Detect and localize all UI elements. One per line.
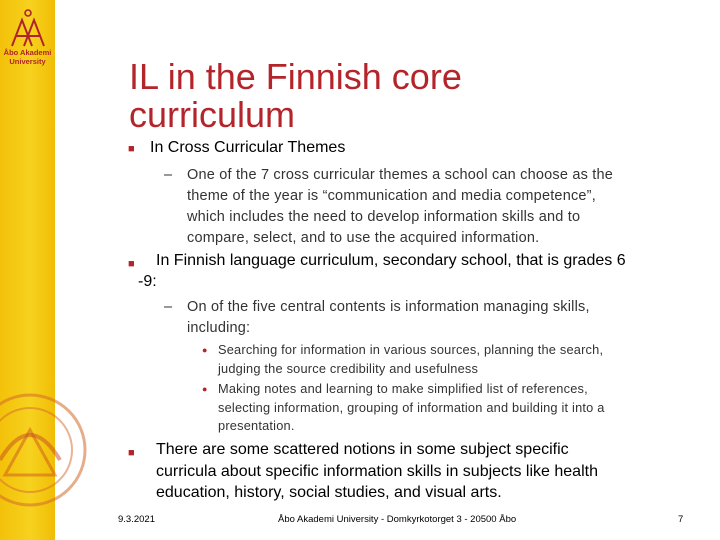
bullet-text: In Cross Curricular Themes [150,139,346,156]
dot-bullet-icon: ● [202,384,208,394]
sub-bullet-line: judging the source credibility and usefulness [218,360,479,376]
bullet-cross-curricular [128,139,345,157]
bullet-scattered-notions [128,439,688,504]
footer-page-number: 7 [678,514,684,525]
sidebar-band [0,0,55,540]
university-logo [3,8,52,66]
bullet-line: curricula about specific information skills in subjects like health [156,462,598,480]
dash-item-information-managing [164,297,707,339]
square-bullet-icon: ■ [128,258,135,270]
slide-title [129,58,689,134]
dash-line: On of the five central contents is information managing skills, [187,299,590,315]
dash-marker-icon: – [164,299,173,315]
dash-line: including: [187,320,251,336]
footer-date: 9.3.2021 [118,514,155,525]
sub-bullet-line: Making notes and learning to make simplified list of references, [218,381,588,396]
title-line-2: curriculum [129,94,296,135]
dot-bullet-icon: ● [202,345,208,355]
dash-line: One of the 7 cross curricular themes a school can choose as the [187,167,614,183]
square-bullet-icon: ■ [128,447,135,459]
dash-marker-icon: – [164,167,173,183]
logo-text-line1: Åbo Akademi [3,48,52,57]
aa-logo-icon [8,8,48,48]
sub-bullet-line: Searching for information in various sources, planning the search, [218,342,604,357]
sub-bullet-searching [202,341,698,378]
footer-address: Åbo Akademi University - Domkyrkotorget 3 - 20500 Åbo [278,514,517,525]
bullet-line: -9: [138,273,157,290]
dash-line: theme of the year is “communication and media competence”, [187,188,596,204]
sub-bullet-line: presentation. [218,418,295,433]
seal-watermark-icon [0,390,90,510]
title-line-1: IL in the Finnish core [129,56,462,97]
bullet-line: In Finnish language curriculum, secondary school, that is grades 6 [156,252,626,269]
dash-line: compare, select, and to use the acquired information. [187,230,540,246]
bullet-line: education, history, social studies, and visual arts. [156,484,502,501]
sub-bullet-line: selecting information, grouping of information and building it into a [218,399,605,415]
sub-bullet-making-notes [202,380,698,436]
bullet-line: There are some scattered notions in some subject specific [156,441,569,458]
bullet-finnish-language [128,250,688,292]
dash-item-cross-curricular [164,165,707,249]
square-bullet-icon: ■ [128,143,135,155]
dash-line: which includes the need to develop information skills and to [187,209,581,225]
logo-text-line2: University [9,57,46,66]
